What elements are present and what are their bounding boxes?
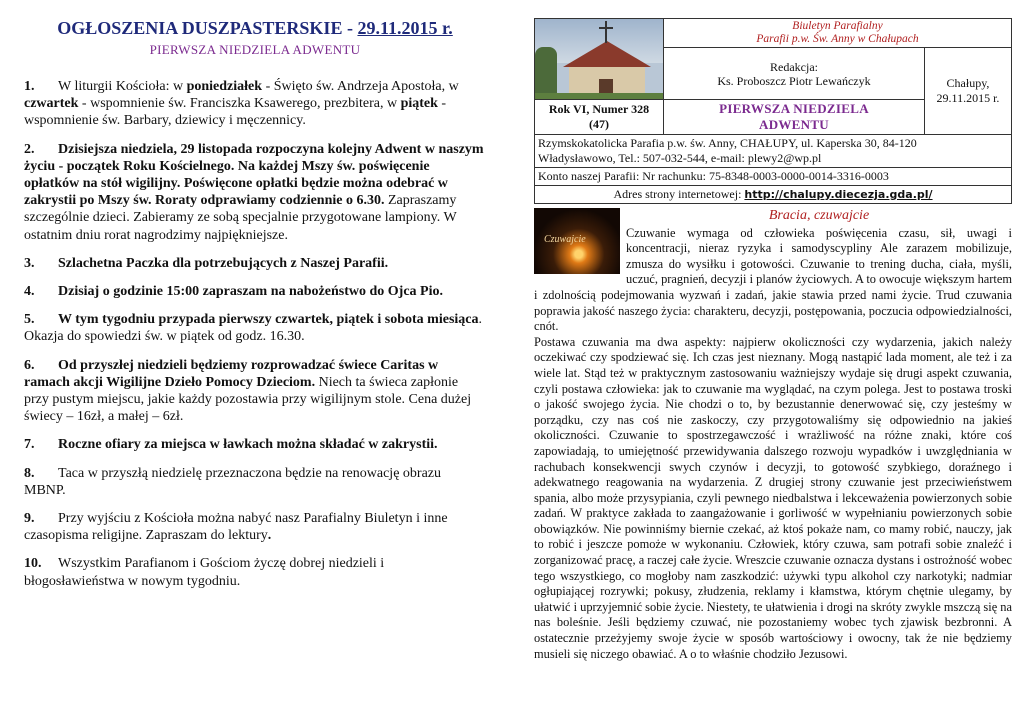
announcements-column	[24, 14, 486, 601]
website-cell	[535, 186, 1012, 204]
announcement-text: Roczne ofiary za miejsca w ławkach można składać w zakrystii.	[58, 437, 438, 453]
issue-number-cell	[535, 100, 664, 135]
announcement-list	[24, 78, 486, 590]
announcement-item	[24, 255, 486, 272]
announcement-item	[24, 555, 486, 589]
announcement-text: Dzisiaj o godzinie 15:00 zapraszam na nabożeństwo do Ojca Pio.	[58, 284, 443, 300]
announcement-number: 10.	[24, 556, 42, 572]
title-text: OGŁOSZENIA DUSZPASTERSKIE -	[57, 18, 358, 38]
address-cell	[535, 135, 1012, 168]
page-title	[24, 18, 486, 39]
announcement-item	[24, 465, 486, 499]
editor-cell	[664, 48, 925, 100]
announcement-text: Taca w przyszłą niedzielę przeznaczona będzie na renowację obrazu MBNP.	[24, 465, 442, 498]
announcement-number: 9.	[24, 511, 35, 527]
announcement-text: - wspomnienie św. Franciszka Ksawerego, prezbitera, w	[78, 96, 401, 112]
sunday-name-line1: PIERWSZA NIEDZIELA	[719, 101, 869, 116]
announcement-text: W liturgii Kościoła: w	[58, 79, 187, 94]
announcement-number: 2.	[24, 141, 35, 157]
editor-name: Ks. Proboszcz Piotr Lewańczyk	[717, 73, 871, 88]
issue-sub-number: (47)	[589, 117, 609, 131]
announcement-text: Od przyszłej niedzieli będziemy rozprowadzać świece Caritas w ramach akcji Wigilijne Dzieło Pomocy Dzieciom.	[24, 357, 439, 390]
title-date: 29.11.2015 r.	[357, 18, 453, 38]
place: Chałupy,	[946, 76, 990, 90]
article-paragraph-2: Postawa czuwania ma dwa aspekty: najpierw okoliczności czy wydarzenia, jakich należy oczekiwać czy spodziewać się. Ich czas jest nieznany. Mogą nastąpić lada moment, ale też i za wiele lat. Stąd też w praktycznym zastosowaniu ważniejszy wydaje się drugi aspekt czuwania, czyli postawa człowieka: jak to czuwanie ma wyglądać, na czym polega. Jest to postawa troski o jakość swojego życia. Nie chodzi o to, by bezustannie denerwować się, czy jesteśmy w porządku, czy nas coś nie zaskoczy, czy przygotowaliśmy się odpowiednio na jakieś okoliczności. Czuwanie to spostrzegawczość i wrażliwość na różne znaki, które coś zapowiadają, to umiejętność przewidywania dalszego rozwoju wypadków i uwzględniania w rachubach konsekwencji swych czynów i decyzji, to gotowość szybkiego, doraźnego i adekwatnego reagowania na wydarzenia. Z drugiej strony czuwanie jest przeciwieństwem spania, albo może przysypiania, czyli pewnego niedbalstwa i lekceważenia powierzonych sobie zadań. W praktyce zakłada to zaangażowanie i gorliwość w wypełnianiu powierzonych sobie obowiązków. Nie powinniśmy biernie czekać, aż ktoś pokaże nam, co mamy robić, nauczy, jak to robić i jeszcze pomoże w wykonaniu. Człowiek, który czuwa, sam potrafi sobie znaleźć i zorganizować pracę, a raczej całe życie. Wreszcie czuwanie oznacza dystans i ostrożność wobec tego wszystkiego, co mogłoby nam zaszkodzić: używki typu alkohol czy narkotyki; nadmiar ogłupiającej rozrywki; pokusy, złudzenia, reklamy i kłamstwa, którym chętnie ulegamy, by ułatwić i uprzyjemnić sobie życie. Niestety, te ułatwienia i drogi na skróty zwykle mszczą się na nas boleśnie. Jeśli będziemy czuwać, nie pozostaniemy wobec tych zjawisk bezbronni. A ostatecznie przeżyjemy swoje życie w sposób wartościowy i owocny, tak że nie będziemy musieli się niczego obawiać. A o to właśnie chodziło Jezusowi.	[534, 334, 1012, 661]
website-label: Adres strony internetowej:	[613, 187, 745, 201]
page-subtitle: PIERWSZA NIEDZIELA ADWENTU	[149, 42, 361, 57]
candle-image	[534, 208, 620, 274]
church-photo	[535, 19, 663, 99]
church-photo-cell	[535, 19, 664, 100]
announcement-number: 8.	[24, 465, 35, 481]
announcement-text: Niech ta świeca zapłonie przy pustym miejscu, jakie każdy pozostawia przy wigilijnym stole. Cena dużej świecy – 16zł, a małej – 6zł.	[24, 374, 472, 425]
announcement-text: Szlachetna Paczka dla potrzebujących z Naszej Parafii.	[58, 255, 389, 271]
announcement-number: 5.	[24, 312, 35, 328]
announcement-item	[24, 283, 486, 300]
website-link[interactable]: http://chalupy.diecezja.gda.pl/	[744, 188, 933, 201]
article-paragraph-1: Czuwanie wymaga od człowieka poświęcenia czasu, sił, uwagi i koncentracji, nieraz ryzyka i samodyscypliny Ale zarazem mobilizuje, zmusza do wysiłku i gotowości. Czuwanie to trening ducha, ciała, myśli, uczuć, pragnień, decyzji i planów życiowych. A to owocuje większym hartem i zdolnością podejmowania wyzwań i zadań, jakie stawia przed nami życie. Trud czuwania poprawia jakość naszego życia: charakteru, decyzji, postępowania, poczucia odpowiedzialności, cnót.	[534, 225, 1012, 334]
announcement-number: 6.	[24, 357, 35, 373]
address-line2: Władysławowo, Tel.: 507-032-544, e-mail: plewy2@wp.pl	[538, 151, 822, 165]
announcement-item	[24, 436, 486, 453]
announcement-number: 1.	[24, 79, 35, 94]
announcement-text: czwartek	[24, 96, 79, 112]
announcement-text: poniedziałek	[186, 79, 263, 94]
announcement-text: . Okazja do spowiedzi św. w piątek od godz. 16.30.	[24, 312, 482, 345]
announcement-text: - Święto św. Andrzeja Apostoła, w	[262, 79, 459, 94]
announcement-text: - wspomnienie św. Barbary, dziewicy i męczennicy.	[24, 96, 447, 129]
article	[534, 208, 1012, 662]
bulletin-column	[534, 18, 1012, 662]
sunday-name-line2: ADWENTU	[759, 117, 829, 132]
article-title: Bracia, czuwajcie	[768, 208, 870, 223]
announcement-text: Zapraszamy szczególnie dzieci. Zabieramy ze sobą specjalnie przygotowane lampiony. W ostatnim dniu rorat nagrodzimy najpiękniejsze.	[24, 193, 457, 243]
announcement-text: piątek	[400, 96, 438, 112]
announcement-text: Dzisiejsza niedziela, 29 listopada rozpoczyna kolejny Adwent w naszym życiu - początek Roku Kościelnego. Na każdej Mszy św. poświęcenie opłatków na stół wigilijny. Poświęcone opłatki będzie można odebrać w zakrystii po Mszy św. Roraty odprawiamy codziennie o 6.30.	[24, 141, 484, 209]
announcement-number: 4.	[24, 284, 35, 300]
bulletin-header	[534, 18, 1012, 204]
address-line1: Rzymskokatolicka Parafia p.w. św. Anny, CHAŁUPY, ul. Kaperska 30, 84-120	[538, 136, 917, 150]
announcement-text: .	[267, 528, 272, 544]
bulletin-name: Biuletyn Parafialny	[792, 20, 883, 32]
issue-date: 29.11.2015 r.	[936, 91, 1000, 105]
announcement-item	[24, 141, 486, 244]
announcement-number: 7.	[24, 437, 35, 453]
issue-number: Rok VI, Numer 328	[548, 102, 650, 116]
announcement-item	[24, 78, 486, 130]
announcement-item	[24, 510, 486, 544]
editor-label: Redakcja:	[770, 59, 818, 74]
sunday-cell	[664, 100, 925, 135]
place-date-cell	[925, 48, 1012, 135]
bank-account: Konto naszej Parafii: Nr rachunku: 75-8348-0003-0000-0014-3316-0003	[538, 169, 889, 183]
announcement-text: Przy wyjściu z Kościoła można nabyć nasz Parafialny Biuletyn i inne czasopisma religijne. Zapraszam do lektury	[24, 511, 448, 544]
announcement-text: Wszystkim Parafianom i Gościom życzę dobrej niedzieli i błogosławieństwa w nowym tygodniu.	[24, 556, 385, 589]
bulletin-parish: Parafii p.w. Św. Anny w Chałupach	[756, 33, 919, 45]
announcement-item	[24, 357, 486, 426]
account-cell	[535, 168, 1012, 186]
bulletin-name-cell	[664, 19, 1012, 48]
announcement-text: W tym tygodniu przypada pierwszy czwartek, piątek i sobota miesiąca	[58, 312, 479, 328]
announcement-number: 3.	[24, 255, 35, 271]
announcement-item	[24, 311, 486, 345]
candle-image-caption: Czuwajcie	[544, 234, 586, 245]
